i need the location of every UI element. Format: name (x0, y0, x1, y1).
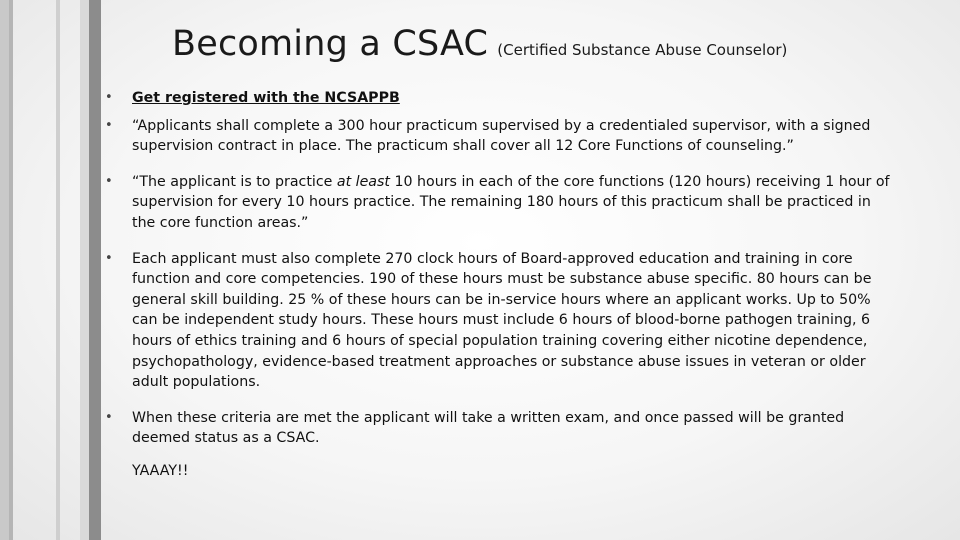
title-subtitle: (Certified Substance Abuse Counselor) (497, 41, 788, 59)
item-text: When these criteria are met the applicant will take a written exam, and once passed will be granted deemed status as a CSAC. (132, 409, 845, 447)
list-item (105, 408, 895, 449)
item-text: Each applicant must also complete 270 clock hours of Board-approved education and training in core function and core competencies. 190 of these hours must be substance abuse specific. 80 hours can be general skill building. 25 % of these hours can be in-service hours where an applicant works. Up to 50% can be independent study hours. These hours must include 6 hours of blood-borne pathogen training, 6 hours of ethics training and 6 hours of special population training covering either nicotine dependence, psychopathology, evidence-based treatment approaches or substance abuse issues in veteran or older adult populations. (132, 250, 872, 391)
decor-bar (56, 0, 60, 540)
bullet-icon: • (105, 90, 113, 105)
decor-bar (89, 0, 101, 540)
bullet-icon: • (105, 250, 113, 266)
bullet-icon: • (105, 173, 113, 189)
emphasis-text: at least (336, 173, 390, 190)
closing-text: YAAAY!! (132, 462, 189, 479)
bullet-list (105, 88, 895, 482)
list-item (105, 88, 895, 109)
list-item (105, 116, 895, 157)
registration-link-text: Get registered with the NCSAPPB (132, 90, 400, 106)
title-main: Becoming a CSAC (172, 24, 489, 64)
item-text: “The applicant is to practice at least 10 hours in each of the core functions (120 hours) receiving 1 hour of supervision for every 10 hours practice. The remaining 180 hours of this practicum shall be practiced in the core function areas.” (132, 173, 890, 231)
decor-bar (80, 0, 89, 540)
slide-title (172, 24, 932, 64)
item-text: “Applicants shall complete a 300 hour practicum supervised by a credentialed supervisor, with a signed supervision contract in place. The practicum shall cover all 12 Core Functions of counseling.” (132, 117, 871, 155)
bullet-icon: • (105, 117, 113, 133)
list-item (105, 172, 895, 234)
list-item (105, 249, 895, 393)
bullet-icon: • (105, 409, 113, 425)
decor-bar (0, 0, 9, 540)
decor-bar (9, 0, 13, 540)
